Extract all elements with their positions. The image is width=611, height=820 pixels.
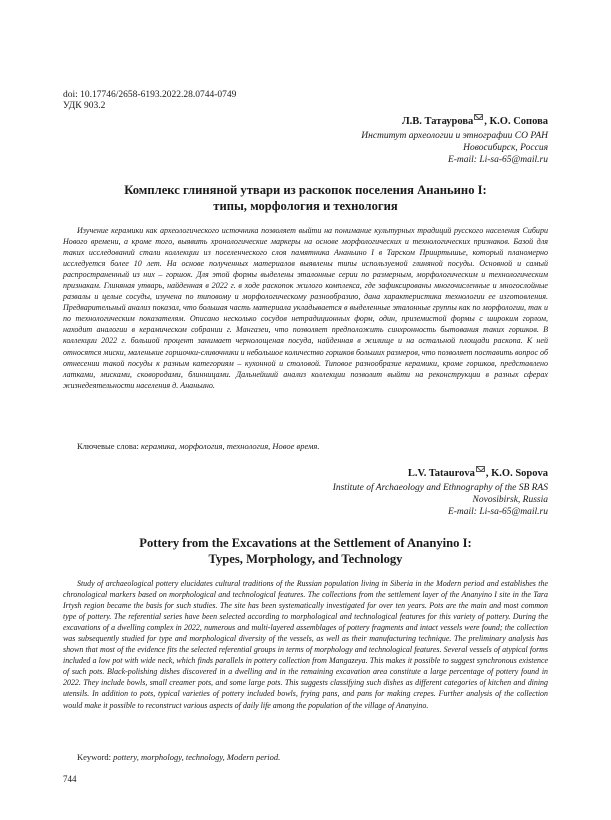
- affiliation-ru: Институт археологии и этнографии СО РАН: [361, 131, 548, 141]
- title-line: Pottery from the Excavations at the Settlement of Ananyino I:: [139, 536, 472, 550]
- author-name: , K.O. Sopova: [485, 468, 548, 479]
- keywords-en: [77, 752, 280, 763]
- keywords-value: pottery, morphology, technology, Modern period.: [113, 752, 281, 762]
- author-name: L.V. Tataurova: [407, 468, 475, 479]
- email-envelope-icon[interactable]: [474, 114, 483, 120]
- author-name: Л.В. Татаурова: [401, 116, 474, 127]
- title-line: Комплекс глиняной утвари из раскопок поселения Ананьино I:: [124, 183, 487, 197]
- title-ru: [63, 183, 548, 214]
- email-en[interactable]: E-mail: Li-sa-65@mail.ru: [447, 507, 548, 517]
- city-ru: Новосибирск, Россия: [463, 143, 548, 153]
- author-name: , К.О. Сопова: [484, 116, 548, 127]
- page-number: 744: [63, 774, 77, 784]
- affiliation-en: Institute of Archaeology and Ethnography of the SB RAS: [332, 483, 548, 493]
- authors-ru: [402, 116, 548, 127]
- keywords-value: керамика, морфология, технология, Новое время.: [141, 441, 320, 451]
- email-envelope-icon[interactable]: [476, 466, 485, 472]
- keywords-label: Keyword:: [77, 752, 111, 762]
- udc-code: УДК 903.2: [63, 101, 106, 111]
- keywords-ru: [77, 441, 320, 452]
- title-line: Types, Morphology, and Technology: [208, 551, 403, 566]
- city-en: Novosibirsk, Russia: [472, 495, 548, 505]
- keywords-label: Ключевые слова:: [77, 441, 139, 451]
- abstract-en: Study of archaeological pottery elucidates cultural traditions of the Russian population living in Siberia in the Modern period and establishes the chronological markers based on morphological and technological features. The collections from the settlement layer of the Ananyino I site in the Tara Irtysh region became the basis for such studies. The site has been systematically investigated for over ten years. Pots are the main and most common type of pottery. The referential series have been selected according to morphological and technological features for this variety of pottery. During the excavations of a dwelling complex in 2022, numerous and multi-layered assemblages of pottery fragments and intact vessels were found; the collection was subsequently studied for type and morphological diversity of the vessels, as well as their manufacturing technique. The preliminary analysis has shown that most of the evidence fits the selected referential groups in terms of morphology and technological features. Several vessels of atypical forms included a low pot with wide neck, which finds parallels in pottery collection from Mangazeya. This makes it possible to suggest synchronous existence of such pots. Black-polishing dishes discovered in a dwelling and in the remaining excavation area constitute a large percentage of pottery found in 2022. They include bowls, small creamer pots, and some large pots. This suggests classifying such dishes as different categories of kitchen and dining utensils. In addition to pots, typical varieties of pottery included bowls, frying pans, and pans for making crepes. Further analysis of the collection would make it possible to reconstruct various aspects of daily life among the population of the village of Ananyino.: [63, 579, 548, 710]
- authors-en: [408, 468, 548, 479]
- abstract-ru: Изучение керамики как археологического источника позволяет выйти на понимание культурных традиций русского населения Сибири Нового времени, а кроме того, выявить хронологические маркеры на основе морфологических и технологических признаков. Базой для таких исследований стали коллекции из поселенческого слоя памятника Ананьино I в Тарском Прииртышье, который планомерно исследуется более 10 лет. На основе полученных материалов выявлены типы используемой глиняной посуды. Основной и самый распространенный из них – горшок. Для этой формы выделены эталонные серии по размерным, морфологическим и технологическим признакам. Глиняная утварь, найденная в 2022 г. в ходе раскопок жилого комплекса, где зафиксированы многочисленные и многослойные развалы и целые сосуды, изучена по типовому и морфологическому разнообразию, дана характеристика технологии ее изготовления. Предварительный анализ показал, что большая часть материала укладывается в выделенные эталонные группы как по морфологии, так и по технологическим показателям. Описано несколько сосудов нетрадиционных форм, один, приземистой формы с широким горлом, находит аналогии в керамическом собрании г. Мангазеи, что позволяет предположить синхронность бытования таких горшков. В коллекции 2022 г. большой процент занимает чернолощеная посуда, найденная в жилище и на остальной площади раскопа. К ней относятся миски, маленькие горшочки-сливочники и небольшое количество горшков больших размеров, что позволяет поставить вопрос об отнесении такой посуды к разным категориям – кухонной и столовой. Типовое разнообразие керамики, кроме горшков, представлено латками, мисками, сковородами, блинницами. Дальнейший анализ коллекции позволит выйти на реконструкции в разных сферах жизнедеятельности населения д. Ананьино.: [63, 226, 548, 390]
- doi[interactable]: doi: 10.17746/2658-6193.2022.28.0744-0749: [63, 90, 237, 100]
- title-line: типы, морфология и технология: [213, 198, 398, 213]
- email-ru[interactable]: E-mail: Li-sa-65@mail.ru: [447, 155, 548, 165]
- title-en: [63, 536, 548, 567]
